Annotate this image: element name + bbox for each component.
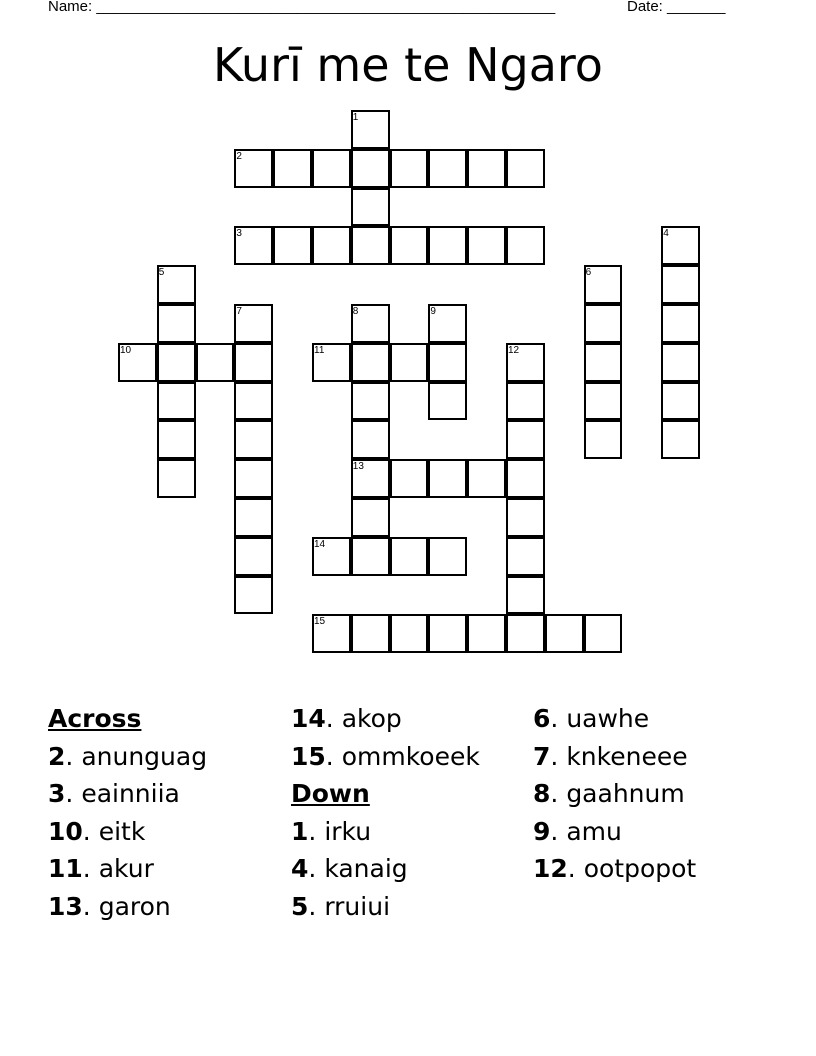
- down-clue: 8. gaahnum: [533, 779, 685, 808]
- grid-cell[interactable]: [234, 382, 273, 421]
- clue-number-label: 2: [236, 150, 242, 162]
- grid-cell[interactable]: [506, 498, 545, 537]
- clue-number-label: 13: [352, 461, 364, 473]
- grid-cell[interactable]: [351, 498, 390, 537]
- grid-cell[interactable]: [584, 614, 623, 653]
- grid-cell[interactable]: [273, 226, 312, 265]
- grid-cell[interactable]: [428, 459, 467, 498]
- down-clue: 1. irku: [291, 816, 372, 846]
- puzzle-title: Kurī me te Ngaro: [213, 38, 603, 92]
- grid-cell[interactable]: [390, 459, 429, 498]
- grid-cell[interactable]: [428, 537, 467, 576]
- clue-number-label: 10: [120, 344, 132, 356]
- clue-column-2: [291, 700, 480, 925]
- grid-cell[interactable]: [157, 420, 196, 459]
- grid-cell[interactable]: [506, 149, 545, 188]
- clue-column-3: [533, 700, 696, 888]
- down-clue: 5. rruiui: [291, 891, 391, 921]
- grid-cell[interactable]: [234, 537, 273, 576]
- grid-cell[interactable]: [506, 382, 545, 421]
- clue-number-label: 3: [236, 228, 242, 240]
- down-clue: 9. amu: [533, 816, 622, 846]
- grid-cell[interactable]: [467, 459, 506, 498]
- grid-cell[interactable]: [506, 459, 545, 498]
- grid-cell[interactable]: [351, 149, 390, 188]
- clue-number-label: 1: [352, 112, 359, 123]
- clue-column-1: [48, 700, 207, 925]
- grid-cell[interactable]: [351, 614, 390, 653]
- grid-cell[interactable]: [506, 537, 545, 576]
- grid-cell[interactable]: [157, 343, 196, 382]
- across-clue: 13. garon: [48, 891, 171, 921]
- down-clue: 12. ootpopot: [533, 854, 697, 883]
- grid-cell[interactable]: [312, 226, 351, 265]
- grid-cell[interactable]: [196, 343, 235, 382]
- across-clue: 2. anunguag: [48, 741, 208, 771]
- grid-cell[interactable]: [428, 614, 467, 653]
- grid-cell[interactable]: [467, 149, 506, 188]
- grid-cell[interactable]: [545, 614, 584, 653]
- down-clue: 6. uawhe: [533, 704, 650, 733]
- name-field-line: Name: _______________________________________________________: [48, 0, 556, 15]
- grid-cell[interactable]: [234, 576, 273, 615]
- grid-cell[interactable]: [506, 614, 545, 653]
- grid-cell[interactable]: [506, 420, 545, 459]
- grid-cell[interactable]: [390, 537, 429, 576]
- grid-cell[interactable]: [428, 343, 467, 382]
- grid-cell[interactable]: [506, 226, 545, 265]
- grid-cell[interactable]: [351, 343, 390, 382]
- grid-cell[interactable]: [390, 343, 429, 382]
- grid-cell[interactable]: [661, 343, 700, 382]
- grid-cell[interactable]: [351, 226, 390, 265]
- grid-cell[interactable]: [584, 382, 623, 421]
- grid-cell[interactable]: [351, 188, 390, 227]
- across-clue: 14. akop: [291, 704, 402, 733]
- grid-cell[interactable]: [312, 149, 351, 188]
- across-heading: Across: [48, 704, 142, 733]
- clue-number-label: 6: [585, 267, 592, 279]
- grid-cell[interactable]: [351, 420, 390, 459]
- grid-cell[interactable]: [584, 304, 623, 343]
- grid-cell[interactable]: [584, 420, 623, 459]
- grid-cell[interactable]: [157, 459, 196, 498]
- clue-number-label: 4: [663, 228, 669, 240]
- grid-cell[interactable]: [428, 226, 467, 265]
- clue-number-label: 14: [314, 538, 326, 550]
- down-clue: 7. knkeneee: [533, 741, 688, 771]
- grid-cell[interactable]: [234, 420, 273, 459]
- grid-cell[interactable]: [428, 382, 467, 421]
- across-clue: 10. eitk: [48, 816, 146, 846]
- grid-cell[interactable]: [661, 304, 700, 343]
- grid-cell[interactable]: [390, 614, 429, 653]
- clue-number-label: 9: [430, 306, 436, 317]
- grid-cell[interactable]: [390, 226, 429, 265]
- grid-cell[interactable]: [234, 498, 273, 537]
- grid-cell[interactable]: [584, 343, 623, 382]
- grid-cell[interactable]: [467, 226, 506, 265]
- down-clue: 4. kanaig: [291, 854, 408, 883]
- grid-cell[interactable]: [661, 382, 700, 421]
- grid-cell[interactable]: [234, 343, 273, 382]
- grid-cell[interactable]: [234, 459, 273, 498]
- grid-cell[interactable]: [351, 537, 390, 576]
- clue-number-label: 5: [158, 267, 165, 279]
- clue-number-label: 7: [236, 306, 242, 317]
- grid-cell[interactable]: [661, 265, 700, 304]
- grid-cell[interactable]: [506, 576, 545, 615]
- across-clue: 11. akur: [48, 854, 154, 883]
- grid-cell[interactable]: [467, 614, 506, 653]
- down-heading: Down: [291, 779, 370, 808]
- clue-number-label: 8: [352, 306, 359, 317]
- clue-number-label: 15: [314, 616, 326, 628]
- across-clue: 3. eainniia: [48, 779, 180, 808]
- grid-cell[interactable]: [273, 149, 312, 188]
- date-field-line: Date: _______: [627, 0, 726, 15]
- grid-cell[interactable]: [428, 149, 467, 188]
- grid-cell[interactable]: [661, 420, 700, 459]
- grid-cell[interactable]: [157, 304, 196, 343]
- clue-number-label: 12: [508, 344, 520, 356]
- clue-number-label: 11: [314, 344, 325, 356]
- grid-cell[interactable]: [157, 382, 196, 421]
- grid-cell[interactable]: [351, 382, 390, 421]
- across-clue: 15. ommkoeek: [291, 741, 480, 771]
- grid-cell[interactable]: [390, 149, 429, 188]
